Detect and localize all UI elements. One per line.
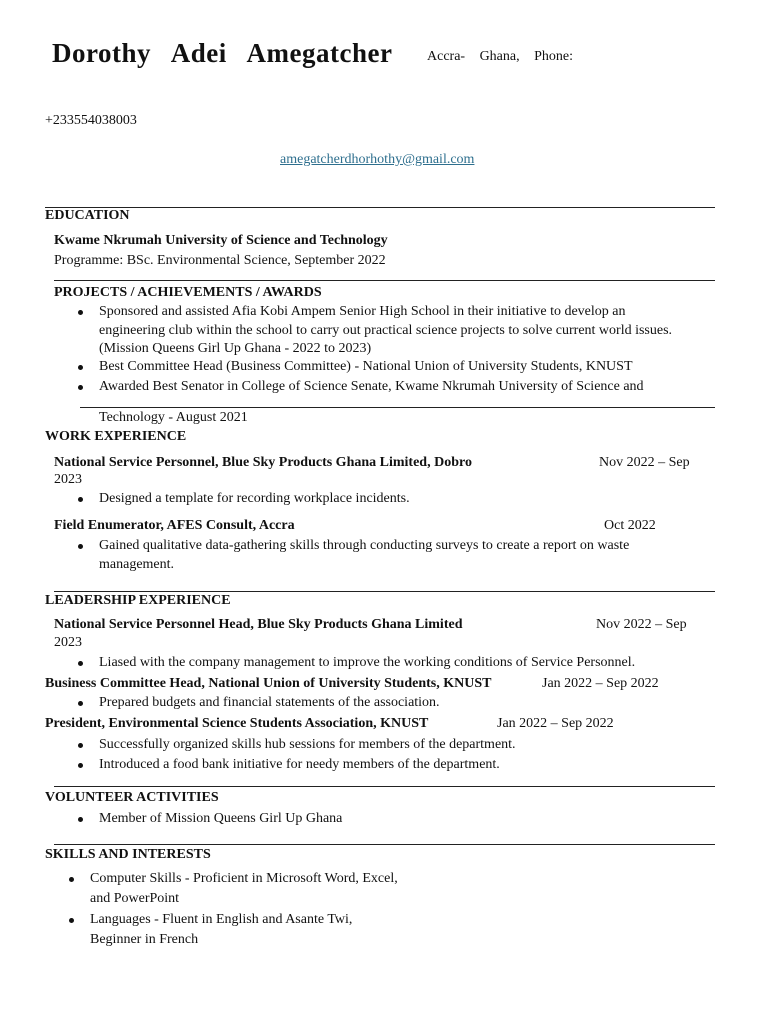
bullet-icon: [69, 918, 74, 923]
bullet-icon: [78, 701, 83, 706]
role-title: Business Committee Head, National Union of University Students, KNUST: [45, 676, 492, 691]
candidate-name: Dorothy Adei Amegatcher: [52, 38, 393, 68]
section-divider: [45, 207, 715, 208]
job-date-end: 2023: [54, 472, 82, 487]
role-title: National Service Personnel Head, Blue Sky Products Ghana Limited: [54, 617, 463, 632]
project-item-line: (Mission Queens Girl Up Ghana - 2022 to 2023): [99, 341, 372, 356]
bullet-icon: [78, 310, 83, 315]
bullet-icon: [78, 661, 83, 666]
skill-item-line: Beginner in French: [90, 932, 199, 947]
role-bullet: Introduced a food bank initiative for needy members of the department.: [99, 757, 500, 772]
job-title: Field Enumerator, AFES Consult, Accra: [54, 518, 295, 533]
education-programme: Programme: BSc. Environmental Science, September 2022: [54, 253, 386, 268]
job-date: Nov 2022 – Sep: [599, 455, 690, 470]
section-divider: [54, 280, 715, 281]
skills-heading: SKILLS AND INTERESTS: [45, 847, 211, 862]
email-link[interactable]: amegatcherdhorhothy@gmail.com: [280, 152, 475, 167]
section-divider: [54, 786, 715, 787]
bullet-icon: [78, 544, 83, 549]
project-item: Best Committee Head (Business Committee) - National Union of University Students, KNUST: [99, 359, 633, 374]
job-bullet-line: management.: [99, 557, 175, 572]
skill-item-line: and PowerPoint: [90, 891, 180, 906]
section-divider: [80, 407, 715, 408]
role-date: Jan 2022 – Sep 2022: [542, 676, 659, 691]
bullet-icon: [78, 385, 83, 390]
education-heading: EDUCATION: [45, 208, 130, 223]
volunteer-item: Member of Mission Queens Girl Up Ghana: [99, 811, 343, 826]
role-bullet: Prepared budgets and financial statements of the association.: [99, 695, 440, 710]
location-phone-label: Accra- Ghana, Phone:: [427, 49, 574, 64]
bullet-icon: [78, 497, 83, 502]
volunteer-heading: VOLUNTEER ACTIVITIES: [45, 790, 219, 805]
leadership-heading: LEADERSHIP EXPERIENCE: [45, 593, 231, 608]
bullet-icon: [78, 817, 83, 822]
job-bullet-line: Gained qualitative data-gathering skills through conducting surveys to create a report on waste: [99, 538, 630, 553]
role-bullet: Liased with the company management to improve the working conditions of Service Personnel.: [99, 655, 636, 670]
phone-number: +233554038003: [45, 113, 137, 128]
bullet-icon: [69, 877, 74, 882]
role-date: Jan 2022 – Sep 2022: [497, 716, 614, 731]
project-item-line: Technology - August 2021: [99, 410, 248, 425]
section-divider: [54, 844, 715, 845]
skill-item-line: Computer Skills - Proficient in Microsoft Word, Excel,: [90, 871, 398, 886]
job-title: National Service Personnel, Blue Sky Products Ghana Limited, Dobro: [54, 455, 472, 470]
project-item-line: Sponsored and assisted Afia Kobi Ampem Senior High School in their initiative to develop an: [99, 304, 626, 319]
projects-heading: PROJECTS / ACHIEVEMENTS / AWARDS: [54, 285, 322, 300]
role-title: President, Environmental Science Students Association, KNUST: [45, 716, 429, 731]
skill-item-line: Languages - Fluent in English and Asante Twi,: [90, 912, 353, 927]
role-date: Nov 2022 – Sep: [596, 617, 687, 632]
work-heading: WORK EXPERIENCE: [45, 429, 187, 444]
bullet-icon: [78, 743, 83, 748]
bullet-icon: [78, 365, 83, 370]
project-item-line: Awarded Best Senator in College of Science Senate, Kwame Nkrumah University of Science and: [99, 379, 644, 394]
role-bullet: Successfully organized skills hub sessions for members of the department.: [99, 737, 516, 752]
project-item-line: engineering club within the school to carry out practical science projects to solve current world issues.: [99, 323, 673, 338]
education-institution: Kwame Nkrumah University of Science and Technology: [54, 233, 388, 248]
bullet-icon: [78, 763, 83, 768]
job-date: Oct 2022: [604, 518, 656, 533]
job-bullet: Designed a template for recording workplace incidents.: [99, 491, 410, 506]
role-date-end: 2023: [54, 635, 82, 650]
